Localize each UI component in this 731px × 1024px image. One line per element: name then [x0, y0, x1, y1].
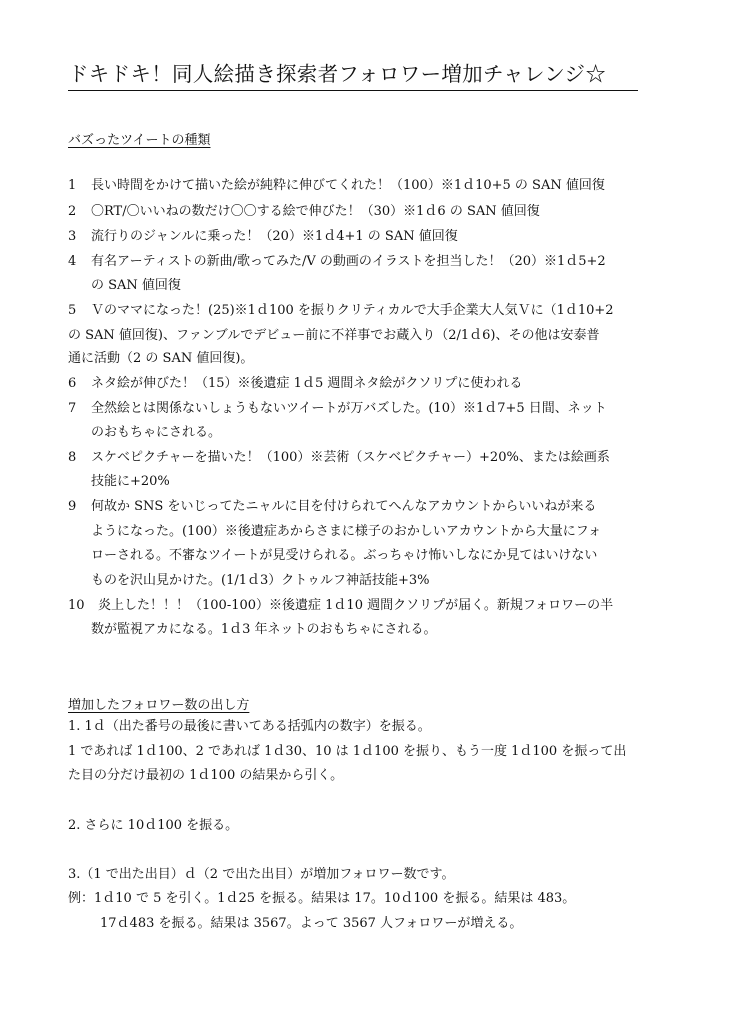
- item-number: 4: [68, 254, 77, 269]
- item-text: 全然絵とは関係ないしょうもないツイートが万バズした。(10）※1ｄ7+5 日間、ネット: [91, 401, 607, 416]
- example-text: 例：1ｄ10 で 5 を引く。1ｄ25 を振る。結果は 17。10ｄ100 を振る。結果は 483。: [68, 891, 576, 906]
- list-item: [68, 498, 596, 516]
- calc-step: 3.（1 で出た出目）ｄ（2 で出た出目）が増加フォロワー数です。: [68, 867, 455, 882]
- list-item: [68, 177, 605, 195]
- section-heading-follower-calc: 増加したフォロワー数の出し方: [68, 698, 250, 713]
- item-number: 5: [68, 303, 77, 318]
- item-text-continued: の SAN 値回復)、ファンブルでデビュー前に不祥事でお蔵入り（2/1ｄ6)、その他は安泰普: [68, 328, 600, 343]
- list-item: [68, 203, 540, 221]
- item-text: 炎上した！！！（100-100）※後遺症 1ｄ10 週間クソリプが届く。新規フォロワーの半: [98, 598, 614, 613]
- list-item: [68, 228, 458, 246]
- item-text-continued: 通に活動（2 の SAN 値回復)。: [68, 351, 254, 366]
- item-text-continued: のおもちゃにされる。: [91, 425, 222, 440]
- item-text: 〇RT/〇いいねの数だけ〇〇する絵で伸びた！（30）※1ｄ6 の SAN 値回復: [91, 204, 540, 219]
- list-item: [68, 253, 606, 271]
- calc-step: 1. 1ｄ（出た番号の最後に書いてある括弧内の数字）を振る。: [68, 719, 431, 734]
- example-text: 17ｄ483 を振る。結果は 3567。よって 3567 人フォロワーが増える。: [100, 916, 523, 931]
- item-number: 8: [68, 450, 77, 465]
- list-item: [68, 400, 607, 418]
- item-number: 7: [68, 401, 77, 416]
- calc-step: 2. さらに 10ｄ100 を振る。: [68, 818, 239, 833]
- item-text: 長い時間をかけて描いた絵が純粋に伸びてくれた！（100）※1ｄ10+5 の SAN 値回復: [91, 178, 605, 193]
- item-text-continued: 数が監視アカになる。1ｄ3 年ネットのおもちゃにされる。: [91, 622, 437, 637]
- section-heading-tweet-types: バズったツイートの種類: [68, 133, 211, 148]
- item-text-continued: ようになった。(100）※後遺症あからさまに様子のおかしいアカウントから大量にフォ: [91, 524, 602, 539]
- item-number: 6: [68, 376, 77, 391]
- item-text: Ｖのママになった！(25)※1ｄ100 を振りクリティカルで大手企業大人気Ｖに（1ｄ10+2: [91, 303, 614, 318]
- list-item: [68, 375, 522, 393]
- calc-step-text: 1 であれば 1ｄ100、2 であれば 1ｄ30、10 は 1ｄ100 を振り、もう一度 1ｄ100 を振って出: [68, 744, 627, 759]
- item-text-continued: の SAN 値回復: [91, 278, 181, 293]
- item-text: スケベピクチャーを描いた！（100）※芸術（スケベピクチャー）+20%、または絵画系: [91, 450, 610, 465]
- item-number: 9: [68, 499, 77, 514]
- item-number: 3: [68, 229, 77, 244]
- item-text-continued: ローされる。不審なツイートが見受けられる。ぶっちゃけ怖いしなにか見てはいけない: [91, 548, 598, 563]
- item-text: 流行りのジャンルに乗った！（20）※1ｄ4+1 の SAN 値回復: [91, 229, 458, 244]
- item-number: 1: [68, 178, 77, 193]
- calc-step-text: た目の分だけ最初の 1ｄ100 の結果から引く。: [68, 768, 344, 783]
- item-text: 何故か SNS をいじってたニャルに目を付けられてへんなアカウントからいいねが来る: [91, 499, 597, 514]
- list-item: [68, 449, 610, 467]
- item-text: 有名アーティストの新曲/歌ってみた/V の動画のイラストを担当した！（20）※1ｄ5+2: [91, 254, 606, 269]
- list-item: [68, 597, 613, 615]
- item-text-continued: 技能に+20%: [91, 474, 170, 489]
- item-text-continued: ものを沢山見かけた。(1/1ｄ3）クトゥルフ神話技能+3%: [91, 573, 430, 588]
- list-item: [68, 302, 614, 320]
- item-number: 2: [68, 204, 77, 219]
- item-number: 10: [68, 598, 85, 613]
- page-title: ドキドキ！同人絵描き探索者フォロワー増加チャレンジ☆: [68, 60, 638, 91]
- item-text: ネタ絵が伸びた！（15）※後遺症 1ｄ5 週間ネタ絵がクソリプに使われる: [91, 376, 523, 391]
